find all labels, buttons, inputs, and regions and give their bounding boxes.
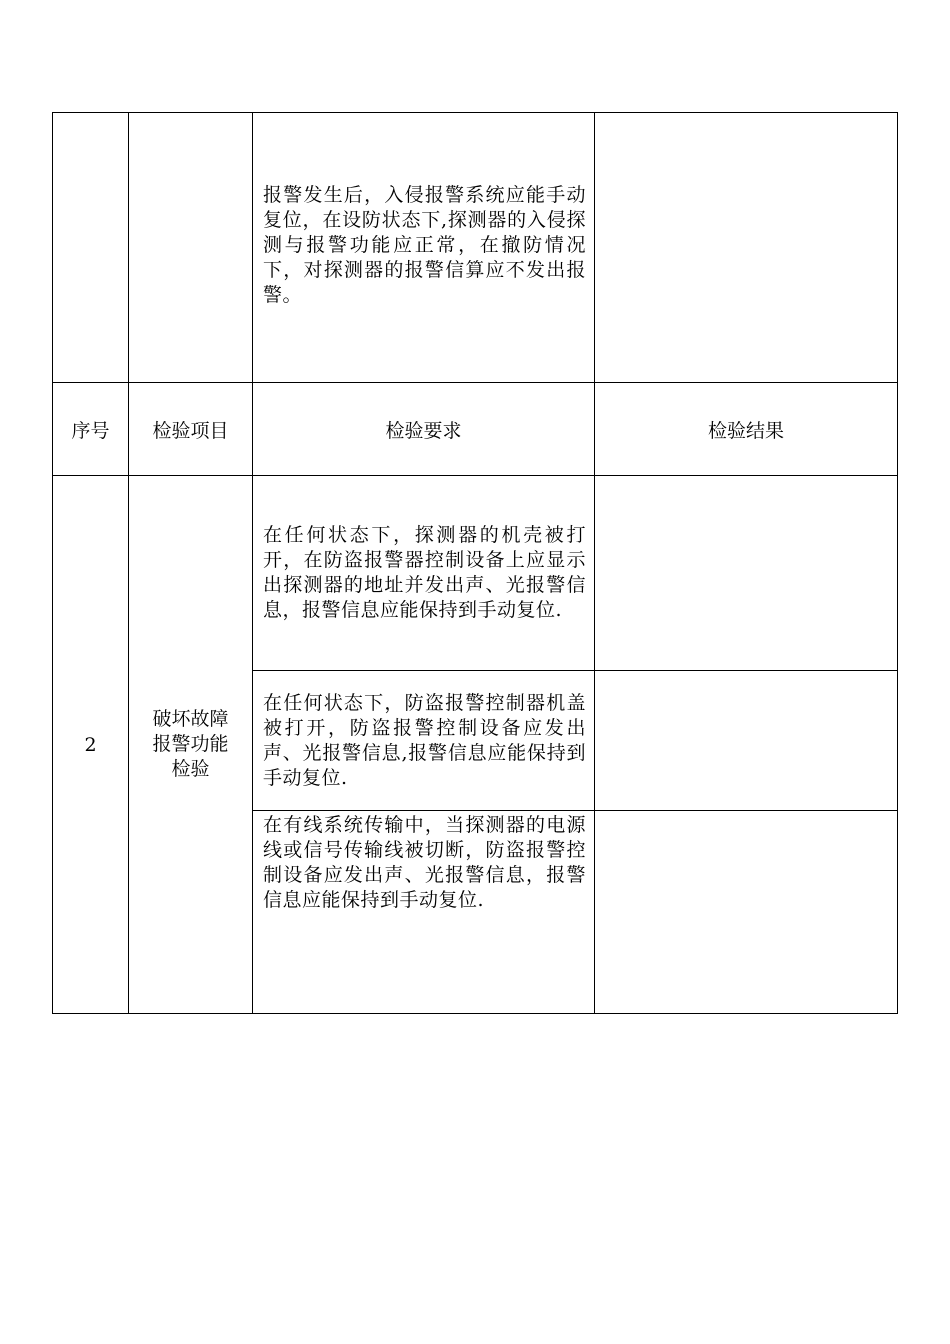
row2-seq: 2: [53, 476, 129, 1014]
row2-result-3: [595, 811, 898, 1014]
continued-item-cell: [129, 113, 253, 383]
continued-result-cell: [595, 113, 898, 383]
table-row: [53, 476, 898, 671]
requirement-text: 在有线系统传输中，当探测器的电源线或信号传输线被切断，防盗报警控制设备应发出声、光报警信息，报警信息应能保持到手动复位.: [263, 814, 586, 911]
row2-requirement-1: [253, 476, 595, 671]
header-seq: 序号: [53, 383, 129, 476]
row2-item-line: 报警功能: [152, 733, 229, 755]
row2-item: [129, 476, 253, 1014]
inspection-table: [52, 112, 898, 1014]
header-requirement: 检验要求: [253, 383, 595, 476]
row2-item-line: 检验: [171, 758, 210, 780]
continued-seq-cell: [53, 113, 129, 383]
requirement-text: 在任何状态下，防盗报警控制器机盖被打开，防盗报警控制设备应发出声、光报警信息,报警信息应能保持到手动复位.: [263, 691, 586, 789]
row2-requirement-3: [253, 811, 595, 1014]
row2-result-2: [595, 671, 898, 811]
continued-row: [53, 113, 898, 383]
continued-requirement-text: 报警发生后，入侵报警系统应能手动复位，在设防状态下,探测器的入侵探测与报警功能应正常，在撤防情况下，对探测器的报警信算应不发出报警。: [263, 184, 586, 306]
header-item: 检验项目: [129, 383, 253, 476]
continued-requirement-cell: [253, 113, 595, 383]
row2-requirement-2: [253, 671, 595, 811]
header-row: [53, 383, 898, 476]
row2-result-1: [595, 476, 898, 671]
header-result: 检验结果: [595, 383, 898, 476]
row2-item-line: 破坏故障: [152, 708, 229, 730]
requirement-text: 在任何状态下，探测器的机壳被打开，在防盗报警器控制设备上应显示出探测器的地址并发出声、光报警信息，报警信息应能保持到手动复位.: [263, 524, 586, 621]
